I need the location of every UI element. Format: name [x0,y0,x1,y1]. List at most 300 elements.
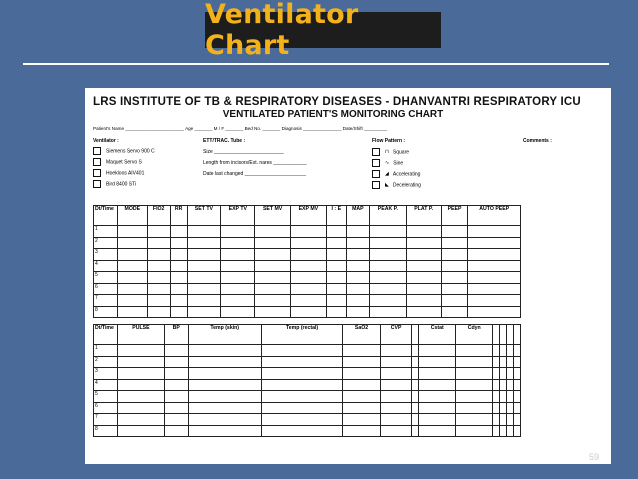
table-cell[interactable] [500,356,507,368]
table-cell[interactable] [468,249,521,261]
table-cell[interactable] [221,226,255,238]
table-cell[interactable] [412,414,419,426]
column-header: Temp (skin) [188,325,261,345]
table-cell[interactable] [419,345,456,357]
column-header: Cdyn [456,325,493,345]
table-cell[interactable] [346,306,369,318]
table-cell[interactable] [147,249,170,261]
form-subheading: VENTILATED PATIENT'S MONITORING CHART [222,109,444,120]
table-cell[interactable] [170,283,187,295]
table-cell[interactable] [343,391,381,403]
ventilator-chart-document [85,88,611,464]
table-cell[interactable] [326,283,346,295]
table-cell[interactable] [170,260,187,272]
table-cell[interactable] [290,306,326,318]
table-cell[interactable] [406,272,441,284]
table-cell[interactable] [500,379,507,391]
table-cell[interactable] [118,306,148,318]
checkbox[interactable] [93,147,101,155]
table-cell[interactable] [346,272,369,284]
table-cell[interactable] [290,237,326,249]
table-cell[interactable] [369,237,406,249]
table-cell[interactable] [369,249,406,261]
table-cell[interactable] [507,345,514,357]
table-cell[interactable] [369,283,406,295]
table-cell[interactable] [419,391,456,403]
table-cell[interactable] [118,237,148,249]
table-cell[interactable] [380,414,412,426]
table-cell[interactable] [513,391,520,403]
table-cell[interactable] [369,272,406,284]
table-cell[interactable] [380,356,412,368]
ventilator-option: Hoekloos AIV401 [93,169,144,177]
table-cell[interactable] [493,379,500,391]
table-cell[interactable] [147,260,170,272]
table-cell[interactable] [188,379,261,391]
table-cell[interactable] [513,402,520,414]
table-cell[interactable] [343,356,381,368]
table-cell[interactable] [255,306,291,318]
table-cell[interactable] [147,237,170,249]
table-cell[interactable] [170,306,187,318]
table-cell[interactable] [221,272,255,284]
table-cell[interactable] [419,368,456,380]
table-cell[interactable] [255,260,291,272]
table-cell[interactable] [118,295,148,307]
table-cell[interactable] [507,414,514,426]
table-row [94,379,521,391]
table-cell[interactable] [255,237,291,249]
table-cell[interactable] [221,260,255,272]
row-number: 4 [94,260,118,272]
accelerating-wave-icon: ◢ [385,171,389,178]
column-header: PULSE [118,325,165,345]
table-cell[interactable] [468,260,521,272]
table-cell[interactable] [441,249,468,261]
table-cell[interactable] [513,345,520,357]
table-cell[interactable] [188,345,261,357]
table-cell[interactable] [456,379,493,391]
table-cell[interactable] [343,414,381,426]
table-cell[interactable] [380,391,412,403]
column-header: Temp (rectal) [261,325,342,345]
table-cell[interactable] [118,402,165,414]
table-cell[interactable] [147,283,170,295]
table-cell[interactable] [493,368,500,380]
table-cell[interactable] [500,345,507,357]
ventilator-settings-table [93,205,521,318]
table-cell[interactable] [118,356,165,368]
table-cell[interactable] [255,226,291,238]
table-cell[interactable] [261,356,342,368]
table-cell[interactable] [412,345,419,357]
table-cell[interactable] [406,260,441,272]
table-cell[interactable] [261,368,342,380]
table-cell[interactable] [255,249,291,261]
table-row [94,368,521,380]
table-cell[interactable] [493,414,500,426]
column-header: CVP [380,325,412,345]
table-row [94,391,521,403]
table-cell[interactable] [118,283,148,295]
checkbox[interactable] [372,148,380,156]
table-cell[interactable] [326,295,346,307]
tube-size-field: Size _________________________ [203,149,284,155]
column-header: AUTO PEEP [468,206,521,226]
table-cell[interactable] [164,414,188,426]
table-row [94,226,521,238]
table-cell[interactable] [261,425,342,437]
table-cell[interactable] [441,237,468,249]
column-header: Dt/Time [94,206,118,226]
ventilator-option: Maquet Servo S [93,158,142,166]
table-cell[interactable] [261,402,342,414]
table-cell[interactable] [380,402,412,414]
table-cell[interactable] [118,368,165,380]
table-cell[interactable] [255,295,291,307]
table-cell[interactable] [326,306,346,318]
table-cell[interactable] [456,368,493,380]
square-wave-icon: ⊓ [385,149,389,156]
table-cell[interactable] [346,226,369,238]
table-cell[interactable] [513,414,520,426]
ventilator-option: Bird 8400 STi [93,180,136,188]
table-cell[interactable] [441,306,468,318]
table-cell[interactable] [290,295,326,307]
table-cell[interactable] [170,237,187,249]
table-cell[interactable] [290,283,326,295]
table-cell[interactable] [468,226,521,238]
table-cell[interactable] [456,391,493,403]
table-cell[interactable] [493,356,500,368]
table-cell[interactable] [147,306,170,318]
table-cell[interactable] [188,391,261,403]
table-cell[interactable] [419,379,456,391]
table-row [94,295,521,307]
row-number: 6 [94,283,118,295]
flow-option: ∿ Sine [372,159,403,167]
table-row [94,260,521,272]
table-cell[interactable] [500,414,507,426]
monitoring-form [93,96,581,120]
form-heading: LRS INSTITUTE OF TB & RESPIRATORY DISEASES - DHANVANTRI RESPIRATORY ICU [93,96,581,108]
column-header: PLAT P. [406,206,441,226]
table-cell[interactable] [468,237,521,249]
table-cell[interactable] [147,272,170,284]
row-number: 6 [94,402,118,414]
flow-option: ⊓ Square [372,148,409,156]
table-cell[interactable] [493,425,500,437]
table-cell[interactable] [406,237,441,249]
row-number: 2 [94,237,118,249]
table-cell[interactable] [118,414,165,426]
table-row [94,414,521,426]
table-cell[interactable] [164,379,188,391]
table-cell[interactable] [346,260,369,272]
table-cell[interactable] [118,260,148,272]
table-cell[interactable] [164,356,188,368]
table-cell[interactable] [290,272,326,284]
checkbox[interactable] [372,181,380,189]
table-cell[interactable] [406,226,441,238]
table-cell[interactable] [164,345,188,357]
table-row [94,237,521,249]
table-cell[interactable] [468,295,521,307]
table-cell[interactable] [118,391,165,403]
table-cell[interactable] [290,260,326,272]
table-cell[interactable] [170,249,187,261]
table-cell[interactable] [187,226,221,238]
row-number: 1 [94,345,118,357]
column-header: PEAK P. [369,206,406,226]
table-cell[interactable] [346,283,369,295]
table-cell[interactable] [188,356,261,368]
table-cell[interactable] [441,226,468,238]
table-row [94,306,521,318]
table-cell[interactable] [493,345,500,357]
table-cell[interactable] [493,391,500,403]
table-row [94,425,521,437]
row-number: 8 [94,306,118,318]
table-cell[interactable] [187,283,221,295]
page-number: 59 [589,452,600,462]
table-cell[interactable] [406,249,441,261]
table-cell[interactable] [468,306,521,318]
table-cell[interactable] [164,425,188,437]
table-cell[interactable] [147,226,170,238]
comments-label: Comments : [523,138,552,144]
table-cell[interactable] [118,345,165,357]
table-cell[interactable] [343,425,381,437]
table-cell[interactable] [221,295,255,307]
checkbox[interactable] [372,159,380,167]
table-cell[interactable] [290,226,326,238]
column-header: EXP TV [221,206,255,226]
table-cell[interactable] [468,272,521,284]
table-cell[interactable] [513,425,520,437]
slide-title-box [205,0,441,61]
table-cell[interactable] [507,356,514,368]
column-header: MODE [118,206,148,226]
table-cell[interactable] [187,306,221,318]
tube-label: ETT/TRAC. Tube : [203,138,246,144]
checkbox[interactable] [93,180,101,188]
table-cell[interactable] [343,379,381,391]
table-cell[interactable] [221,237,255,249]
settings-header-row [94,206,521,226]
table-cell[interactable] [412,368,419,380]
sine-wave-icon: ∿ [385,160,390,167]
table-cell[interactable] [441,272,468,284]
table-cell[interactable] [507,391,514,403]
row-number: 1 [94,226,118,238]
table-cell[interactable] [412,391,419,403]
column-header [412,325,419,345]
table-cell[interactable] [412,425,419,437]
patient-info-line: Patient's Name _______________________ Age _______ M / F _______ Bed No. _______ Diagnosis _______________ Date/Shift _________ [93,126,388,131]
table-row [94,249,521,261]
table-cell[interactable] [170,226,187,238]
table-cell[interactable] [419,414,456,426]
table-cell[interactable] [441,295,468,307]
table-cell[interactable] [412,379,419,391]
column-header: RR [170,206,187,226]
table-cell[interactable] [346,295,369,307]
table-cell[interactable] [456,414,493,426]
column-header: SET MV [255,206,291,226]
table-cell[interactable] [456,425,493,437]
table-cell[interactable] [261,414,342,426]
table-cell[interactable] [326,226,346,238]
table-cell[interactable] [261,345,342,357]
table-cell[interactable] [513,356,520,368]
table-cell[interactable] [118,425,165,437]
table-cell[interactable] [500,368,507,380]
table-row [94,283,521,295]
table-cell[interactable] [513,368,520,380]
table-cell[interactable] [380,379,412,391]
table-cell[interactable] [187,249,221,261]
table-cell[interactable] [369,226,406,238]
table-cell[interactable] [441,283,468,295]
table-cell[interactable] [412,356,419,368]
table-cell[interactable] [326,237,346,249]
table-cell[interactable] [261,391,342,403]
table-cell[interactable] [507,368,514,380]
row-number: 4 [94,379,118,391]
table-cell[interactable] [221,306,255,318]
table-cell[interactable] [187,260,221,272]
flow-option: ◣ Decelerating [372,181,421,189]
row-number: 5 [94,391,118,403]
column-header: Cstat [419,325,456,345]
table-cell[interactable] [326,272,346,284]
table-cell[interactable] [468,283,521,295]
flow-option: ◢ Accelerating [372,170,420,178]
table-cell[interactable] [441,260,468,272]
table-row [94,272,521,284]
table-cell[interactable] [164,368,188,380]
checkbox[interactable] [93,158,101,166]
table-cell[interactable] [255,272,291,284]
column-header: FIO2 [147,206,170,226]
table-cell[interactable] [188,368,261,380]
table-cell[interactable] [118,249,148,261]
table-cell[interactable] [500,425,507,437]
tube-length-field: Length from incisors/Ext. nares ____________ [203,160,307,166]
table-cell[interactable] [406,295,441,307]
table-cell[interactable] [513,379,520,391]
table-cell[interactable] [369,295,406,307]
table-cell[interactable] [188,402,261,414]
column-header: EXP MV [290,206,326,226]
table-cell[interactable] [290,249,326,261]
table-cell[interactable] [507,402,514,414]
table-cell[interactable] [255,283,291,295]
row-number: 3 [94,368,118,380]
column-header: PEEP [441,206,468,226]
vital-signs-table [93,324,521,437]
table-cell[interactable] [456,356,493,368]
table-cell[interactable] [406,283,441,295]
table-cell[interactable] [118,272,148,284]
table-cell[interactable] [147,295,170,307]
checkbox[interactable] [93,169,101,177]
vitals-header-row [94,325,521,345]
table-cell[interactable] [187,272,221,284]
title-divider [23,63,609,65]
column-header [513,325,520,345]
table-cell[interactable] [369,306,406,318]
table-cell[interactable] [261,379,342,391]
checkbox[interactable] [372,170,380,178]
row-number: 8 [94,425,118,437]
ventilator-label: Ventilator : [93,138,119,144]
table-cell[interactable] [507,425,514,437]
table-cell[interactable] [343,368,381,380]
table-cell[interactable] [380,368,412,380]
column-header: MAP [346,206,369,226]
table-cell[interactable] [346,249,369,261]
table-cell[interactable] [221,283,255,295]
table-cell[interactable] [500,402,507,414]
table-cell[interactable] [380,345,412,357]
table-cell[interactable] [412,402,419,414]
table-cell[interactable] [118,226,148,238]
table-cell[interactable] [380,425,412,437]
table-row [94,345,521,357]
table-cell[interactable] [456,402,493,414]
slide-title: Ventilator Chart [205,0,359,61]
table-cell[interactable] [456,345,493,357]
table-cell[interactable] [118,379,165,391]
table-cell[interactable] [187,237,221,249]
table-cell[interactable] [326,260,346,272]
table-cell[interactable] [170,272,187,284]
tube-date-field: Date last changed ______________________ [203,171,306,177]
table-cell[interactable] [188,414,261,426]
table-cell[interactable] [221,249,255,261]
table-cell[interactable] [493,402,500,414]
table-cell[interactable] [164,402,188,414]
table-cell[interactable] [346,237,369,249]
table-cell[interactable] [343,402,381,414]
table-cell[interactable] [500,391,507,403]
column-header: SET TV [187,206,221,226]
table-row [94,356,521,368]
table-cell[interactable] [507,379,514,391]
table-cell[interactable] [188,425,261,437]
table-cell[interactable] [326,249,346,261]
table-cell[interactable] [187,295,221,307]
column-header: BP [164,325,188,345]
column-header [500,325,507,345]
table-cell[interactable] [419,356,456,368]
table-cell[interactable] [170,295,187,307]
table-cell[interactable] [406,306,441,318]
column-header [507,325,514,345]
column-header: SaO2 [343,325,381,345]
table-cell[interactable] [164,391,188,403]
table-cell[interactable] [419,425,456,437]
table-cell[interactable] [419,402,456,414]
column-header [493,325,500,345]
column-header: Dt/Time [94,325,118,345]
row-number: 2 [94,356,118,368]
table-cell[interactable] [369,260,406,272]
table-row [94,402,521,414]
table-cell[interactable] [343,345,381,357]
